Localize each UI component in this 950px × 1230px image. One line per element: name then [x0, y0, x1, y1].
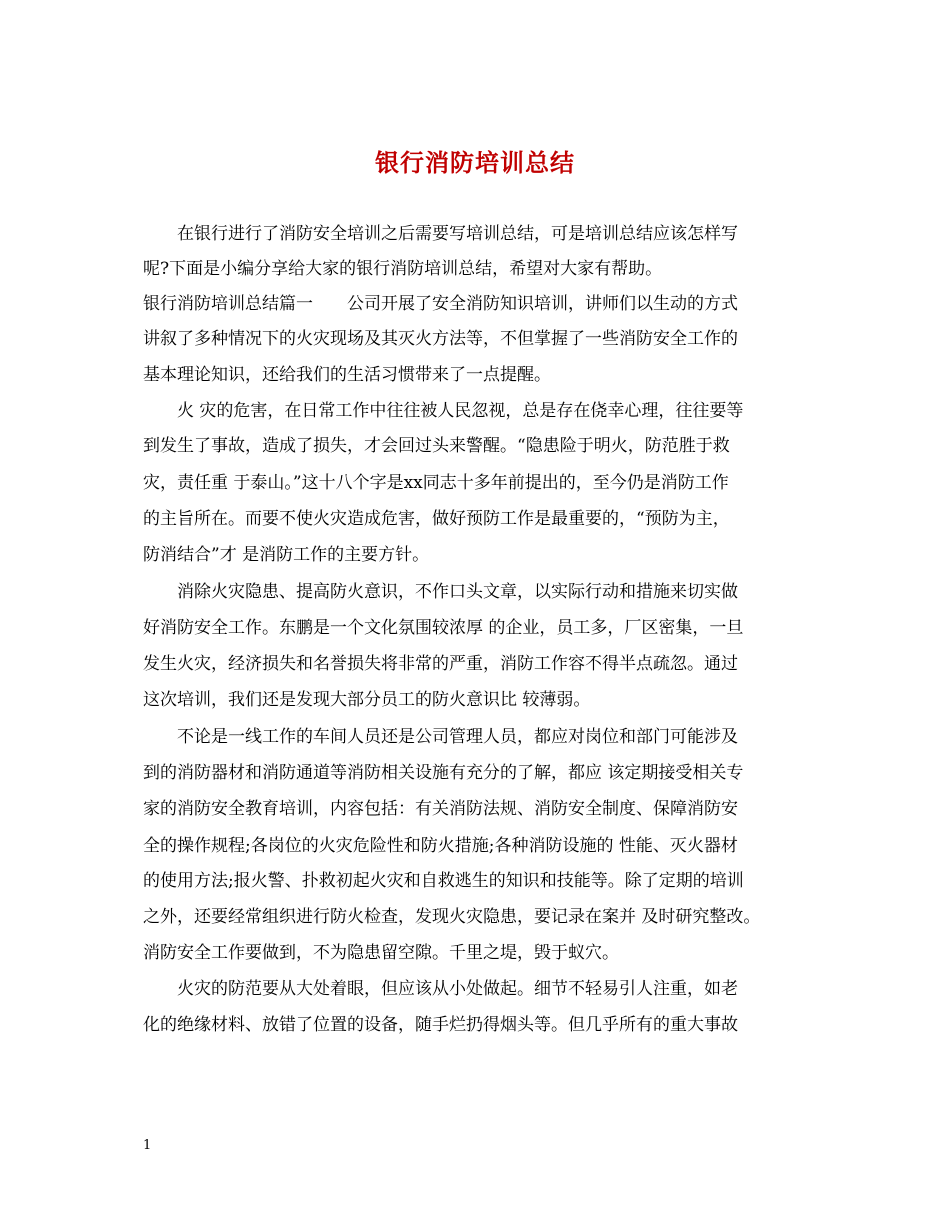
- body-text-line: 基本理论知识，还给我们的生活习惯带来了一点提醒。: [143, 365, 551, 385]
- body-text-line: 发生火灾，经济损失和名誉损失将非常的严重，消防工作容不得半点疏忽。通过: [143, 654, 738, 674]
- body-text-line: 化的绝缘材料、放错了位置的设备，随手烂扔得烟头等。但几乎所有的重大事故: [143, 1015, 738, 1035]
- body-text-line: 好消防安全工作。东鹏是一个文化氛围较浓厚 的企业，员工多，厂区密集，一旦: [143, 618, 744, 638]
- body-text-line: 在银行进行了消防安全培训之后需要写培训总结，可是培训总结应该怎样写: [143, 224, 738, 244]
- body-text-line: 到的消防器材和消防通道等消防相关设施有充分的了解，都应 该定期接受相关专: [143, 763, 744, 783]
- body-text-line: 消防安全工作要做到，不为隐患留空隙。千里之堤，毁于蚁穴。: [143, 943, 619, 963]
- body-text-line: 讲叙了多种情况下的火灾现场及其灭火方法等，不但掌握了一些消防安全工作的: [143, 329, 738, 349]
- body-text-line: 防消结合”才 是消防工作的主要方针。: [143, 545, 430, 565]
- page-number: 1: [143, 1138, 152, 1153]
- body-text-line: 不论是一线工作的车间人员还是公司管理人员，都应对岗位和部门可能涉及: [143, 727, 738, 747]
- body-text-line: 呢?下面是小编分享给大家的银行消防培训总结，希望对大家有帮助。: [143, 259, 663, 279]
- body-text-line: 之外，还要经常组织进行防火检查，发现火灾隐患，要记录在案并 及时研究整改。: [143, 907, 761, 927]
- body-text-line: 这次培训，我们还是发现大部分员工的防火意识比 较薄弱。: [143, 690, 591, 710]
- body-text-line: 消除火灾隐患、提高防火意识，不作口头文章，以实际行动和措施来切实做: [143, 582, 738, 602]
- body-text-line: 灾，责任重 于泰山。”这十八个字是xx同志十多年前提出的，至今仍是消防工作: [143, 473, 729, 493]
- body-text-line: 的使用方法;报火警、扑救初起火灾和自救逃生的知识和技能等。除了定期的培训: [143, 871, 744, 891]
- document-title: 银行消防培训总结: [375, 148, 575, 177]
- body-text-line: 全的操作规程;各岗位的火灾危险性和防火措施;各种消防设施的 性能、灭火器材: [143, 836, 738, 856]
- body-text-line: 的主旨所在。而要不使火灾造成危害，做好预防工作是最重要的，“预防为主，: [143, 509, 730, 529]
- body-text-line: 火 灾的危害，在日常工作中往往被人民忽视，总是存在侥幸心理，往往要等: [143, 401, 744, 421]
- body-text-line: 家的消防安全教育培训，内容包括：有关消防法规、消防安全制度、保障消防安: [143, 799, 738, 819]
- body-text-line: 到发生了事故，造成了损失，才会回过头来警醒。“隐患险于明火，防范胜于救: [143, 436, 730, 456]
- body-text-line: 银行消防培训总结篇一 公司开展了安全消防知识培训，讲师们以生动的方式: [143, 294, 738, 314]
- body-text-line: 火灾的防范要从大处着眼，但应该从小处做起。细节不轻易引人注重，如老: [143, 979, 738, 999]
